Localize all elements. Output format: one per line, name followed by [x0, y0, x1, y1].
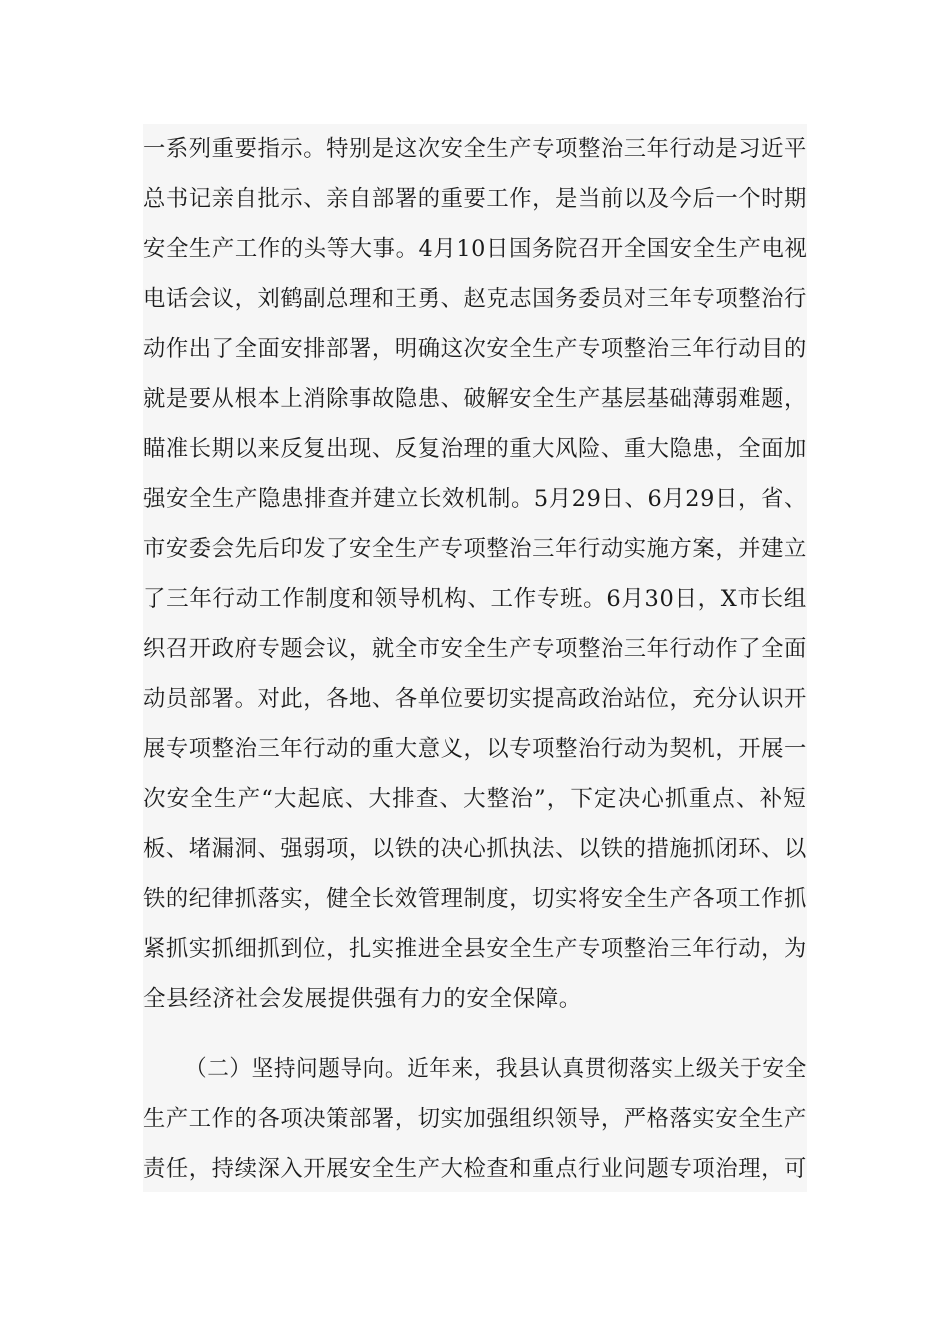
paragraph-1-line-12: 动员部署。对此，各地、各单位要切实提高政治站位，充分认识开: [143, 686, 807, 712]
paragraph-2-line-3: 责任，持续深入开展安全生产大检查和重点行业问题专项治理，可: [143, 1156, 807, 1182]
paragraph-1-line-10: 了三年行动工作制度和领导机构、工作专班。6月30日，X市长组: [143, 586, 807, 612]
paragraph-1-line-15: 板、堵漏洞、强弱项，以铁的决心抓执法、以铁的措施抓闭环、以: [143, 836, 807, 862]
paragraph-1-line-11: 织召开政府专题会议，就全市安全生产专项整治三年行动作了全面: [143, 636, 807, 662]
paragraph-1-line-8: 强安全生产隐患排查并建立长效机制。5月29日、6月29日，省、: [143, 486, 807, 512]
paragraph-2-line-1: （二）坚持问题导向。近年来，我县认真贯彻落实上级关于安全: [185, 1056, 807, 1082]
paragraph-1-line-16: 铁的纪律抓落实，健全长效管理制度，切实将安全生产各项工作抓: [143, 886, 807, 912]
paragraph-1-line-1: 一系列重要指示。特别是这次安全生产专项整治三年行动是习近平: [143, 136, 807, 162]
paragraph-1-line-18: 全县经济社会发展提供强有力的安全保障。: [143, 986, 582, 1012]
paragraph-1-line-7: 瞄准长期以来反复出现、反复治理的重大风险、重大隐患，全面加: [143, 436, 807, 462]
paragraph-1-line-4: 电话会议，刘鹤副总理和王勇、赵克志国务委员对三年专项整治行: [143, 286, 807, 312]
paragraph-1-line-9: 市安委会先后印发了安全生产专项整治三年行动实施方案，并建立: [143, 536, 807, 562]
paragraph-1-line-13: 展专项整治三年行动的重大意义，以专项整治行动为契机，开展一: [143, 736, 807, 762]
document-text-block: [143, 124, 807, 1192]
paragraph-1-line-6: 就是要从根本上消除事故隐患、破解安全生产基层基础薄弱难题，: [143, 386, 807, 412]
paragraph-1-line-5: 动作出了全面安排部署，明确这次安全生产专项整治三年行动目的: [143, 336, 807, 362]
paragraph-1-line-2: 总书记亲自批示、亲自部署的重要工作，是当前以及今后一个时期: [143, 186, 807, 212]
paragraph-2-line-2: 生产工作的各项决策部署，切实加强组织领导，严格落实安全生产: [143, 1106, 807, 1132]
paragraph-1-line-14: 次安全生产“大起底、大排查、大整治”，下定决心抓重点、补短: [143, 786, 807, 812]
paragraph-1-line-3: 安全生产工作的头等大事。4月10日国务院召开全国安全生产电视: [143, 236, 808, 262]
paragraph-1-line-17: 紧抓实抓细抓到位，扎实推进全县安全生产专项整治三年行动，为: [143, 936, 807, 962]
